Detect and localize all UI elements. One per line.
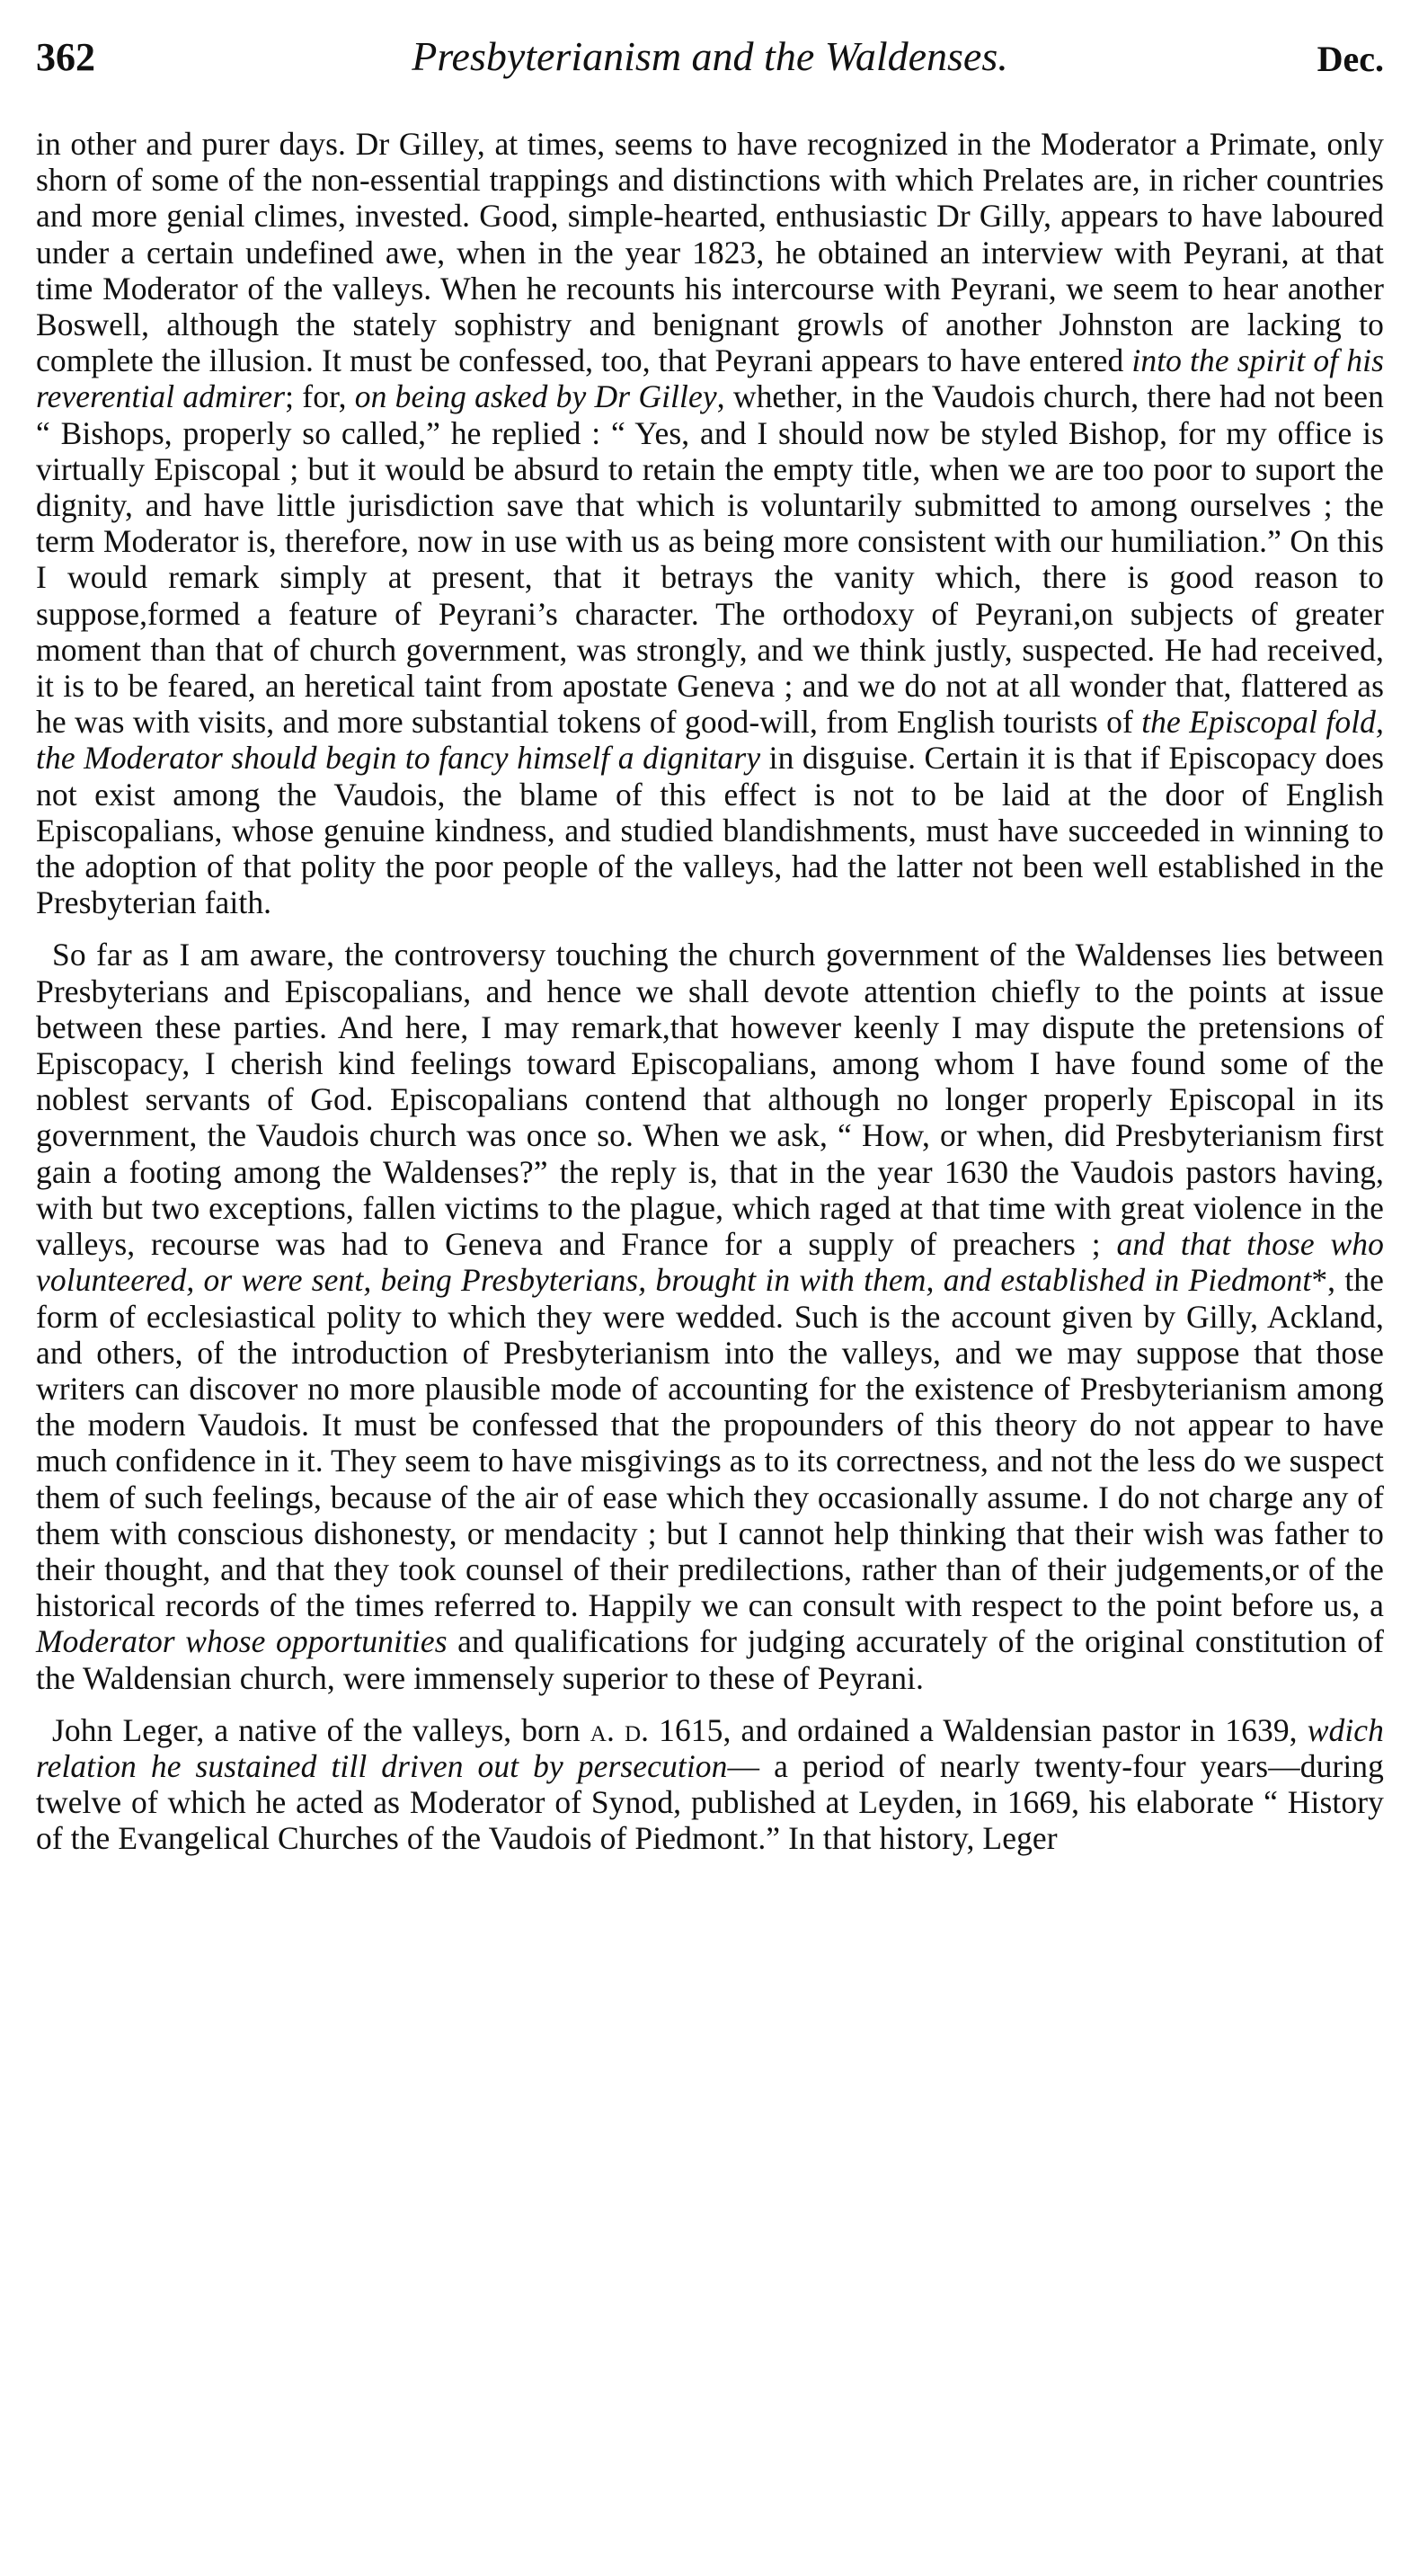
text-segment: the Episcopal fold, the Moderator should begin to fancy himself a dignitary <box>36 704 1384 777</box>
paragraph <box>36 126 1384 920</box>
running-title: Presbyterianism and the Waldenses. <box>412 33 1008 79</box>
paragraph <box>36 937 1384 1695</box>
text-segment: John Leger, a native of the valleys, born <box>52 1711 590 1748</box>
text-segment: into the spirit of his reverential admirer <box>36 342 1384 415</box>
body-text <box>36 126 1384 1873</box>
document-page <box>36 27 1384 2562</box>
text-segment: — a period of nearly twenty-four years—during twelve of which he acted as Moderator of Synod, published at Leyden, in 1669, his elaborate “ History of the Evangelical Churches of the Vaudois of Piedmont.” In that history, Leger <box>36 1747 1385 1857</box>
text-segment: and that those who volunteered, or were sent, being Presbyterians, brought in with them, and established in Piedmont <box>36 1226 1385 1299</box>
text-segment: and qualifications for judging accurately of the original constitution of the Waldensian church, were immensely superior to these of Peyrani. <box>36 1623 1384 1696</box>
paragraph <box>36 1712 1384 1857</box>
text-segment: So far as I am aware, the controversy touching the church government of the Waldenses lies between Presbyterians and Episcopalians, and hence we shall devote attention chiefly to the points at issue between these parties. And here, I may remark,that however keenly I may dispute the pretensions of Episcopacy, I cherish kind feelings toward Episcopalians, among whom I have found some of the noblest servants of God. Episcopalians contend that although no longer properly Episcopal in its government, the Vaudois church was once so. When we ask, “ How, or when, did Presbyterianism first gain a footing among the Waldenses?” the reply is, that in the year 1630 the Vaudois pastors having, with but two exceptions, fallen victims to the plague, which raged at that time with great violence in the valleys, recourse was had to Geneva and France for a supply of preachers ; <box>36 937 1384 1263</box>
text-segment: on being asked by Dr Gilley <box>354 378 717 415</box>
page-number: 362 <box>36 35 95 79</box>
header-month: Dec. <box>1317 39 1384 79</box>
text-segment: in other and purer days. Dr Gilley, at times, seems to have recognized in the Moderator a Primate, only shorn of some of the non-essential trappings and distinctions with which Prelates are, in richer countries and more genial climes, invested. Good, simple-hearted, enthusiastic Dr Gilly, appears to have laboured under a certain undefined awe, when in the year 1823, he obtained an interview with Peyrani, at that time Moderator of the valleys. When he recounts his intercourse with Peyrani, we seem to hear another Boswell, although the stately sophistry and benignant growls of another Johnston are lacking to complete the illusion. It must be confessed, too, that Peyrani appears to have entered <box>36 126 1384 379</box>
text-segment: wdich relation he sustained till driven out by persecution <box>36 1711 1384 1784</box>
text-segment: a. d. <box>590 1711 650 1748</box>
text-segment: in disguise. Certain it is that if Episcopacy does not exist among the Vaudois, the blame of this effect is not to be laid at the door of English Episcopalians, whose genuine kindness, and studied blandishments, must have succeeded in winning to the adoption of that polity the poor people of the valleys, had the latter not been well established in the Presbyterian faith. <box>36 740 1385 921</box>
page-header <box>36 27 1384 90</box>
text-segment: 1615, and ordained a Waldensian pastor in 1639, <box>649 1711 1308 1748</box>
text-segment: , whether, in the Vaudois church, there had not been “ Bishops, properly so called,” he replied : “ Yes, and I should now be styled Bishop, for my office is virtually Episcopal ; but it would be absurd to retain the empty title, when we are too poor to suport the dignity, and have little jurisdiction save that which is voluntarily submitted to among ourselves ; the term Moderator is, therefore, now in use with us as being more consistent with our humiliation.” On this I would remark simply at present, that it betrays the vanity which, there is good reason to suppose,formed a feature of Peyrani’s character. The orthodoxy of Peyrani,on subjects of greater moment than that of church government, was strongly, and we think justly, suspected. He had received, it is to be feared, an heretical taint from apostate Geneva ; and we do not at all wonder that, flattered as he was with visits, and more substantial tokens of good-will, from English tourists of <box>36 378 1384 741</box>
text-segment: *, the form of ecclesiastical polity to which they were wedded. Such is the account given by Gilly, Ackland, and others, of the introduction of Presbyterianism into the valleys, and we may suppose that those writers can discover no more plausible mode of accounting for the existence of Presbyterianism among the modern Vaudois. It must be confessed that the propounders of this theory do not appear to have much confidence in it. They seem to have misgivings as to its correctness, and not the less do we suspect them of such feelings, because of the air of ease which they occasionally assume. I do not charge any of them with conscious dishonesty, or mendacity ; but I cannot help thinking that their wish was father to their thought, and that they took counsel of their predilections, rather than of their judgements,or of the historical records of the times referred to. Happily we can consult with respect to the point before us, a <box>36 1262 1384 1624</box>
text-segment: Moderator whose opportunities <box>36 1623 448 1660</box>
text-segment: ; for, <box>285 378 355 415</box>
